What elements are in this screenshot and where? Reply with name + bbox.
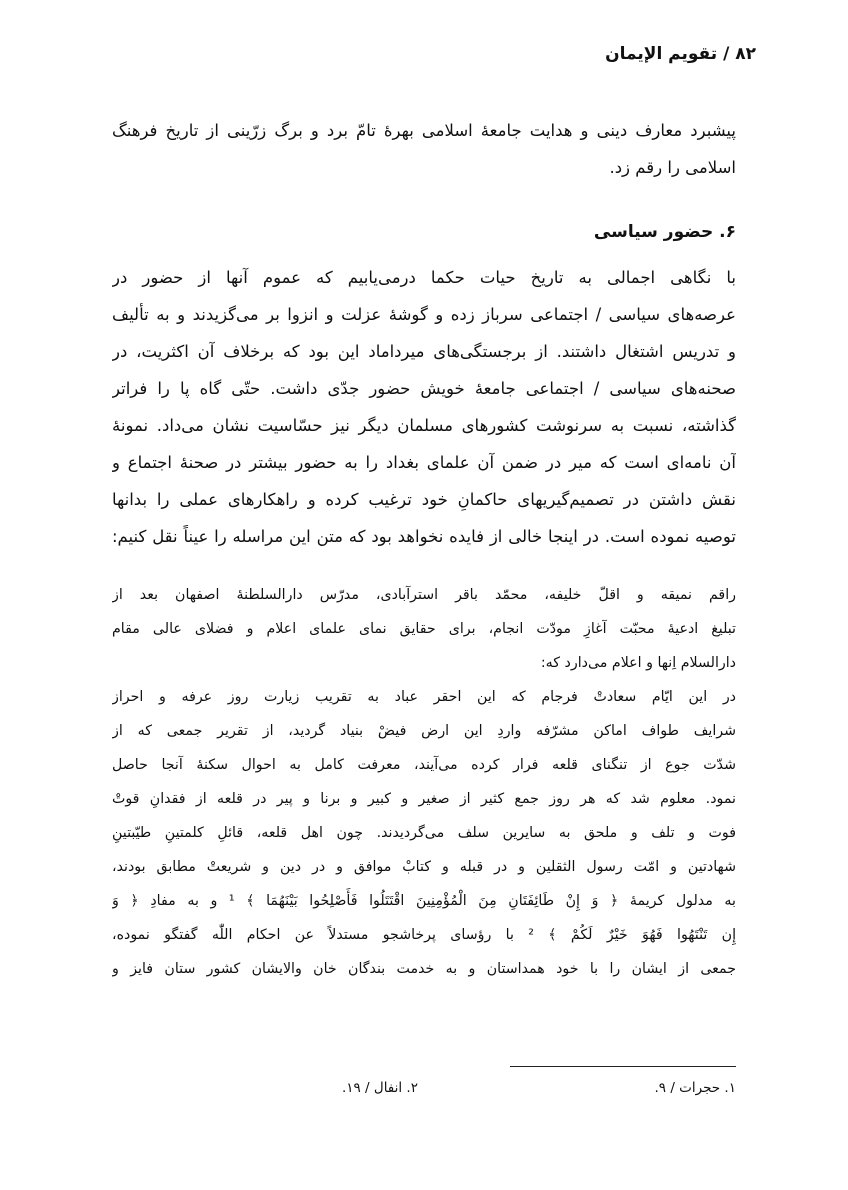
paragraph-line: و تدریس اشتغال داشتند. از برجستگی‌های میرداماد این بود که برخلاف آن اکثریت، در bbox=[112, 342, 736, 361]
quoted-letter-opening bbox=[112, 578, 736, 680]
quote-line: راقم نمیقه و اقلّ خلیفه، محمّد باقر استرآبادی، مدرّس دارالسلطنهٔ اصفهان بعد از bbox=[112, 587, 736, 603]
paragraph-line: صحنه‌های سیاسی / اجتماعی جامعهٔ خویش حضور جدّی داشت. حتّی گاه پا را فراتر bbox=[112, 379, 736, 398]
paragraph-line: اسلامی را رقم زد. bbox=[609, 158, 736, 177]
quote-line: نمود. معلوم شد که هر روز جمع کثیر از صغیر و کبیر و برنا و پیر در قلعه از فقدانِ قوتْ bbox=[112, 791, 736, 807]
footnote-1: ۱. حجرات / ۹. bbox=[654, 1080, 736, 1096]
paragraph-line: عرصه‌های سیاسی / اجتماعی سرباز زده و گوشهٔ عزلت و انزوا بر می‌گزیدند و به تألیف bbox=[112, 305, 736, 324]
paragraph-line: با نگاهی اجمالی به تاریخ حیات حکما درمی‌یابیم که عموم آنها از حضور در bbox=[112, 268, 736, 287]
paragraph-line: نقش داشتن در تصمیم‌گیریهای حاکمانِ خود ترغیب کرده و راهکارهای عملی را بدانها bbox=[112, 490, 736, 509]
paragraph-line: آن نامه‌ای است که میر در ضمن آن علمای بغداد را به حضور بیشتر در صحنهٔ اجتماع و bbox=[112, 453, 736, 472]
paragraph-line: پیشبرد معارف دینی و هدایت جامعهٔ اسلامی بهرهٔ تامّ برد و برگ زرّینی از تاریخ فرهنگ bbox=[112, 121, 736, 140]
body-paragraph bbox=[112, 259, 736, 555]
quote-line: شدّت جوع از تنگنای قلعه فرار کرده می‌آیند، معرفت کامل به احوال سکنهٔ آنجا حاصل bbox=[112, 757, 736, 773]
paragraph-line: گذاشته، نسبت به سرنوشت کشورهای مسلمان دیگر نیز حسّاسیت نشان می‌داد. نمونهٔ bbox=[112, 416, 736, 435]
running-header: ۸۲ / تقویم الإیمان bbox=[605, 44, 756, 64]
quote-line: إِن تَنْتَهُوا فَهُوَ خَيْرٌ لَكُمْ ﴾ ² با رؤسای پرخاشجو مستدلاً عن احکام اللّٰه گفتگو نموده، bbox=[112, 927, 736, 943]
section-heading: ۶. حضور سیاسی bbox=[593, 222, 736, 242]
quoted-letter-body bbox=[112, 680, 736, 986]
footnote-2: ۲. انفال / ۱۹. bbox=[341, 1080, 418, 1096]
quote-line: به مدلول کریمهٔ ﴿ وَ إِنْ طَائِفَتَانِ مِنَ الْمُؤْمِنِينَ اقْتَتَلُوا فَأَصْلِحُوا بَيْنَهُمَا ﴾ ¹ و به مفادِ ﴿ وَ bbox=[112, 893, 736, 909]
intro-paragraph bbox=[112, 112, 736, 186]
quote-line: جمعی از ایشان را با خود همداستان و به خدمت بندگان خان والایشان کشور ستان فایز و bbox=[112, 961, 736, 977]
quote-line: شهادتین و امّت رسول الثقلین و در قبله و کتابْ موافق و در دین و شریعتْ مطابق بودند، bbox=[112, 859, 736, 875]
quote-line: تبلیغ ادعیهٔ محبّت آغازِ مودّت انجام، برای حقایق نمای علمای اعلام و فضلای عالی مقام bbox=[112, 621, 736, 637]
quote-line: شرایف طواف اماکن مشرّفه واردِ این ارض فیضْ بنیاد گردید، از تقریر جمعی که از bbox=[112, 723, 736, 739]
quote-line: در این ایّام سعادتْ فرجام که این احقر عباد به تقریب زیارت روز عرفه و احراز bbox=[112, 689, 736, 705]
footnote-separator bbox=[510, 1066, 736, 1067]
paragraph-line: توصیه نموده است. در اینجا خالی از فایده نخواهد بود که متن این مراسله را عیناً نقل کنیم: bbox=[112, 527, 736, 546]
quote-line: دارالسلام اِنها و اعلام می‌دارد که: bbox=[540, 655, 736, 671]
quote-line: فوت و تلف و ملحق به سایرین سلف می‌گردیدند. چون اهل قلعه، قائلِ کلمتینِ طیّبتینِ bbox=[112, 825, 736, 841]
